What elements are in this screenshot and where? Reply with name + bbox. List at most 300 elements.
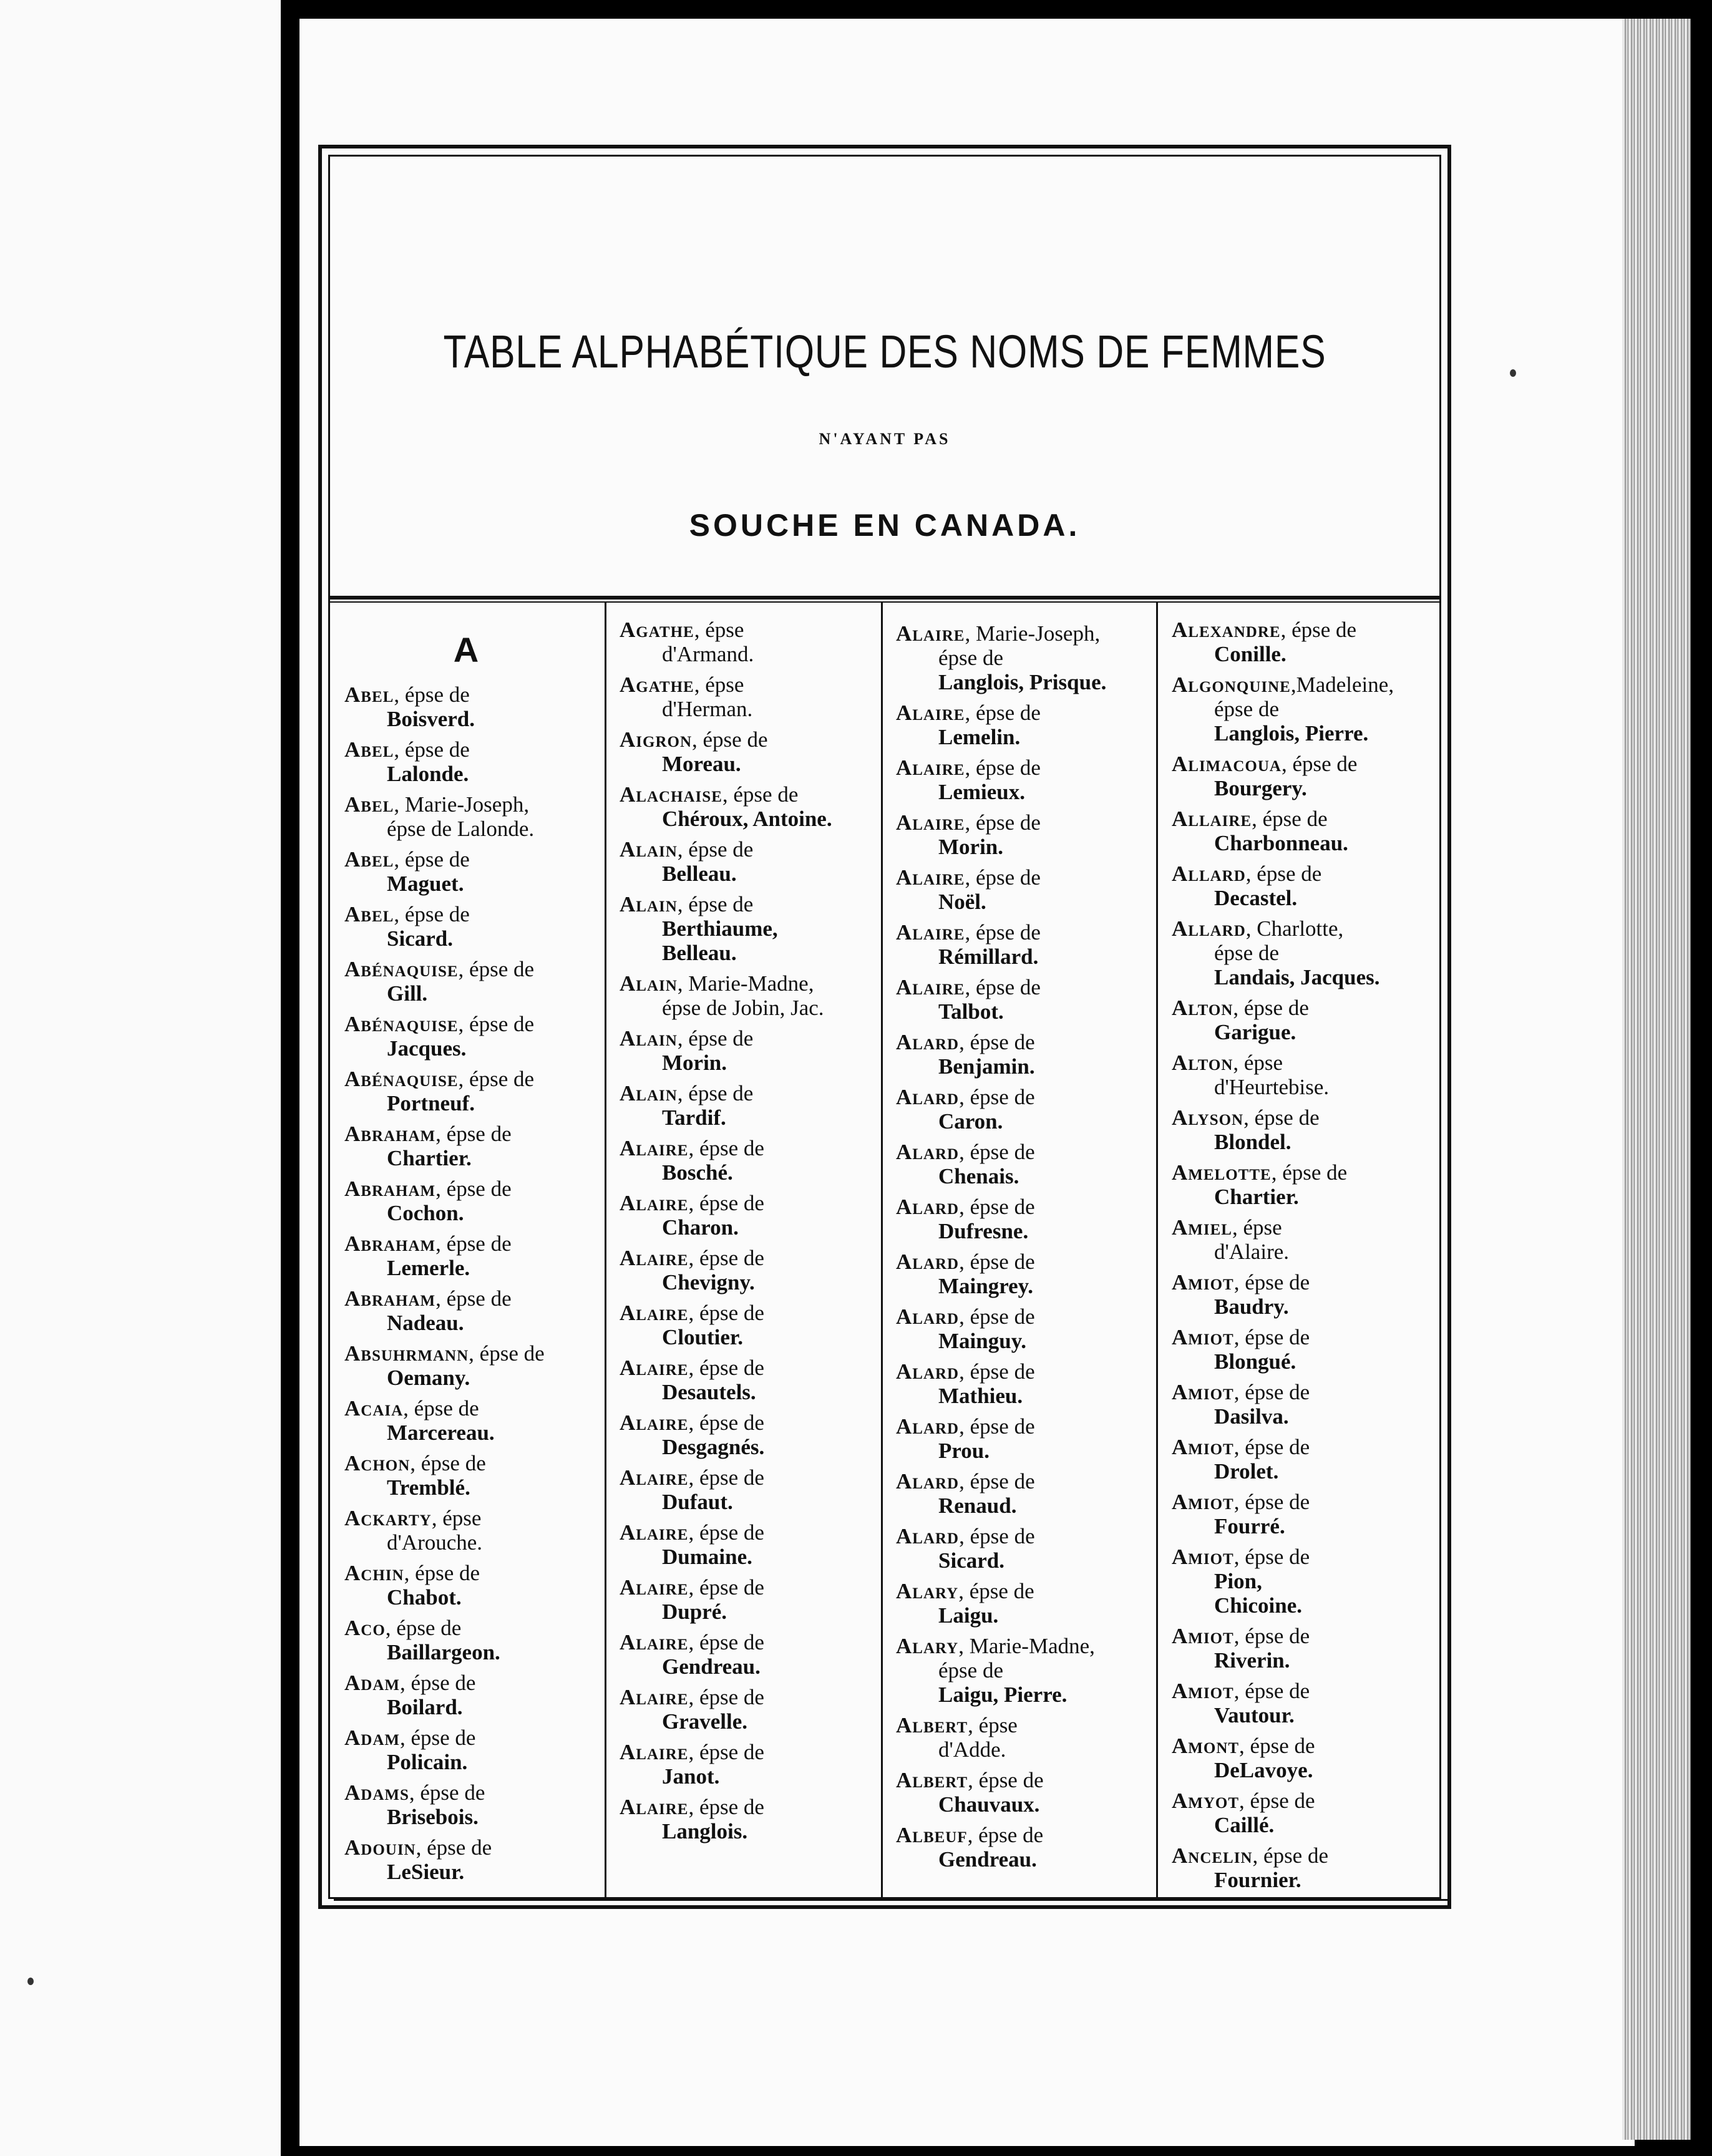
index-entry xyxy=(344,1616,606,1664)
entry-surname: Alard xyxy=(896,1304,960,1329)
entry-surname: Amiot xyxy=(1172,1435,1234,1459)
entry-first-line xyxy=(1172,1270,1434,1294)
entry-spouse-line: Boisverd. xyxy=(387,707,475,731)
entry-spouse-line: d'Alaire. xyxy=(1214,1240,1290,1264)
entry-spouse-line: Decastel. xyxy=(1214,886,1298,910)
entry-surname: Albert xyxy=(896,1713,968,1737)
entry-spouse-line: d'Adde. xyxy=(938,1737,1006,1762)
entry-detail: , épse de xyxy=(1233,1325,1310,1349)
entry-detail: , épse de xyxy=(965,975,1041,999)
index-entry xyxy=(896,1140,1158,1188)
entry-first-line xyxy=(344,1835,606,1860)
index-entry xyxy=(620,892,882,965)
entry-first-line xyxy=(896,1713,1158,1737)
entry-first-line xyxy=(1172,1679,1434,1703)
entry-surname: Alard xyxy=(896,1195,960,1219)
entry-detail: , épse de xyxy=(965,865,1041,890)
entry-spouse-line: Cloutier. xyxy=(662,1325,743,1349)
left-page-margin xyxy=(0,0,281,2156)
entry-detail: , épse de xyxy=(394,737,470,762)
page-header xyxy=(330,157,1439,593)
entry-surname: Amyot xyxy=(1172,1789,1240,1813)
entry-surname: Alton xyxy=(1172,1051,1233,1075)
entry-first-line xyxy=(620,1575,882,1600)
entry-spouse-line: Chicoine. xyxy=(1214,1593,1302,1618)
index-entry xyxy=(620,1191,882,1240)
entry-first-line xyxy=(344,957,606,981)
index-entry xyxy=(1172,618,1434,666)
entry-first-line xyxy=(896,1195,1158,1219)
entry-spouse-line: Tremblé. xyxy=(387,1475,470,1500)
index-entry xyxy=(896,1250,1158,1298)
entry-surname: Alain xyxy=(620,1026,678,1051)
entry-surname: Alain xyxy=(620,892,678,916)
entry-spouse-line: d'Arouche. xyxy=(387,1530,483,1555)
entry-surname: Absuhrmann xyxy=(344,1341,469,1366)
index-entry xyxy=(1172,1789,1434,1837)
entry-first-line xyxy=(1172,1051,1434,1075)
entry-surname: Aigron xyxy=(620,727,693,752)
entry-surname: Alaire xyxy=(896,975,965,999)
entry-detail: , épse de xyxy=(399,1671,476,1695)
entry-first-line xyxy=(896,1524,1158,1548)
entry-detail: , épse de xyxy=(688,1301,764,1325)
entry-spouse-line: Maingrey. xyxy=(938,1274,1033,1298)
entry-first-line xyxy=(896,1823,1158,1847)
entry-detail: , Marie-Joseph, xyxy=(394,792,530,817)
entry-detail: , épse de xyxy=(385,1616,462,1640)
entry-spouse-line: Benjamin. xyxy=(938,1054,1035,1079)
entry-surname: Alain xyxy=(620,837,678,862)
entry-first-line xyxy=(896,810,1158,835)
entry-detail: , épse de xyxy=(965,701,1041,725)
entry-detail: , épse de xyxy=(688,1630,764,1654)
index-entry xyxy=(344,682,606,731)
index-entry xyxy=(620,1740,882,1789)
entry-surname: Alaire xyxy=(620,1520,689,1545)
index-entry xyxy=(896,755,1158,804)
entry-surname: Alaire xyxy=(620,1191,689,1215)
entry-first-line xyxy=(344,792,606,817)
index-entry xyxy=(1172,1679,1434,1727)
entry-first-line xyxy=(620,1246,882,1270)
entry-first-line xyxy=(1172,862,1434,886)
entry-surname: Alaire xyxy=(620,1411,689,1435)
entry-first-line xyxy=(896,1085,1158,1109)
entry-detail: , épse de xyxy=(1252,807,1328,831)
entry-detail: , épse de xyxy=(688,1411,764,1435)
entry-spouse-line: Blongué. xyxy=(1214,1349,1296,1374)
entry-spouse-line: Laigu, Pierre. xyxy=(938,1683,1068,1707)
entry-surname: Alard xyxy=(896,1030,960,1054)
entry-surname: Allaire xyxy=(1172,807,1252,831)
entry-spouse-line: Gill. xyxy=(387,981,428,1006)
entry-spouse-line: Chabot. xyxy=(387,1585,462,1610)
entry-detail: , épse de xyxy=(394,847,470,872)
index-entry xyxy=(344,1671,606,1719)
entry-detail: , épse de xyxy=(959,1469,1035,1493)
index-entry xyxy=(344,1396,606,1445)
entry-first-line xyxy=(1172,1325,1434,1349)
entry-spouse-line: Charbonneau. xyxy=(1214,831,1348,855)
entry-detail: , épse de xyxy=(959,1250,1035,1274)
entry-surname: Alaire xyxy=(620,1575,689,1600)
entry-surname: Abraham xyxy=(344,1122,436,1146)
entry-first-line xyxy=(896,1579,1158,1603)
entry-surname: Albeuf xyxy=(896,1823,968,1847)
entry-detail: , épse de xyxy=(959,1304,1035,1329)
entry-detail: , épse de xyxy=(959,1030,1035,1054)
entry-detail: , épse xyxy=(694,618,744,642)
entry-first-line xyxy=(896,920,1158,944)
index-entry xyxy=(344,1835,606,1884)
entry-first-line xyxy=(620,673,882,697)
entry-surname: Alard xyxy=(896,1524,960,1548)
entry-first-line xyxy=(620,1520,882,1545)
entry-surname: Alaire xyxy=(896,701,965,725)
entry-first-line xyxy=(896,1768,1158,1792)
entry-detail: , épse de xyxy=(1239,1734,1315,1758)
index-entry xyxy=(344,902,606,951)
entry-spouse-line: Chéroux, Antoine. xyxy=(662,807,832,831)
entry-first-line xyxy=(620,782,882,807)
entry-first-line xyxy=(344,1616,606,1640)
entry-detail: , épse de xyxy=(688,1465,764,1490)
entry-first-line xyxy=(1172,807,1434,831)
entry-detail: , épse de xyxy=(458,1067,535,1091)
entry-spouse-line: Baillargeon. xyxy=(387,1640,500,1664)
entry-surname: Amiot xyxy=(1172,1325,1234,1349)
entry-surname: Alaire xyxy=(620,1685,689,1709)
entry-spouse-line: Sicard. xyxy=(938,1548,1004,1573)
entry-detail: , épse de xyxy=(688,1136,764,1160)
index-entry xyxy=(344,1177,606,1225)
entry-detail: , Marie-Joseph, xyxy=(965,621,1101,646)
entry-spouse-line: Prou. xyxy=(938,1439,990,1463)
entry-surname: Alton xyxy=(1172,996,1233,1020)
entry-first-line xyxy=(620,1685,882,1709)
index-entry xyxy=(620,1575,882,1624)
entry-spouse-line: épse de xyxy=(938,646,1003,670)
index-entry xyxy=(1172,807,1434,855)
entry-spouse-line: Dasilva. xyxy=(1214,1404,1289,1429)
index-column-2 xyxy=(620,618,882,1850)
entry-detail: , Charlotte, xyxy=(1245,916,1344,941)
entry-spouse-line: Pion, xyxy=(1214,1569,1262,1593)
subtitle-small: N'AYANT PAS xyxy=(819,430,951,448)
index-entry xyxy=(620,1685,882,1734)
entry-spouse-line: Talbot. xyxy=(938,999,1004,1024)
entry-surname: Abel xyxy=(344,902,394,926)
entry-spouse-line: Dufaut. xyxy=(662,1490,733,1514)
index-entry xyxy=(620,618,882,666)
entry-first-line xyxy=(344,902,606,926)
entry-surname: Ackarty xyxy=(344,1506,432,1530)
index-entry xyxy=(344,1780,606,1829)
entry-first-line xyxy=(896,1469,1158,1493)
index-entry xyxy=(896,1030,1158,1079)
entry-spouse-line: Desgagnés. xyxy=(662,1435,765,1459)
entry-detail: , épse de xyxy=(677,837,754,862)
entry-surname: Alary xyxy=(896,1634,959,1658)
entry-surname: Achin xyxy=(344,1561,404,1585)
index-entry xyxy=(344,1726,606,1774)
index-entry xyxy=(620,1026,882,1075)
entry-spouse-line: Landais, Jacques. xyxy=(1214,965,1380,989)
entry-first-line xyxy=(344,1177,606,1201)
entry-first-line xyxy=(1172,1215,1434,1240)
entry-spouse-line: Dumaine. xyxy=(662,1545,752,1569)
entry-spouse-line: d'Heurtebise. xyxy=(1214,1075,1330,1099)
entry-spouse-line: Renaud. xyxy=(938,1493,1017,1518)
entry-detail: , épse de xyxy=(1233,1545,1310,1569)
index-entry xyxy=(896,810,1158,859)
entry-detail: , épse de xyxy=(968,1768,1044,1792)
index-entry xyxy=(896,1768,1158,1817)
entry-first-line xyxy=(344,1067,606,1091)
entry-detail: , épse de xyxy=(965,755,1041,780)
entry-detail: , épse de xyxy=(399,1726,476,1750)
index-entry xyxy=(896,621,1158,694)
entry-first-line xyxy=(620,1630,882,1654)
entry-first-line xyxy=(344,1122,606,1146)
entry-detail: , épse de xyxy=(1233,1270,1310,1294)
entry-surname: Alaire xyxy=(620,1246,689,1270)
entry-surname: Amelotte xyxy=(1172,1160,1272,1185)
entry-first-line xyxy=(620,1136,882,1160)
entry-surname: Alaire xyxy=(620,1740,689,1764)
entry-spouse-line: Cochon. xyxy=(387,1201,464,1225)
index-entry xyxy=(620,837,882,886)
entry-spouse-line: LeSieur. xyxy=(387,1860,465,1884)
entry-surname: Alaire xyxy=(896,621,965,646)
index-entry xyxy=(896,1579,1158,1628)
entry-spouse-line: Oemany. xyxy=(387,1366,470,1390)
entry-spouse-line: d'Armand. xyxy=(662,642,754,666)
entry-surname: Alard xyxy=(896,1359,960,1384)
entry-surname: Aco xyxy=(344,1616,386,1640)
entry-spouse-line: d'Herman. xyxy=(662,697,753,721)
entry-surname: Alary xyxy=(896,1579,959,1603)
entry-surname: Amiot xyxy=(1172,1380,1234,1404)
entry-surname: Allard xyxy=(1172,862,1246,886)
entry-surname: Abénaquise xyxy=(344,1067,459,1091)
index-entry xyxy=(344,1231,606,1280)
entry-spouse-line: épse de xyxy=(1214,941,1279,965)
entry-spouse-line: Rémillard. xyxy=(938,944,1039,969)
entry-surname: Amont xyxy=(1172,1734,1240,1758)
index-entry xyxy=(896,1469,1158,1518)
entry-surname: Alaire xyxy=(620,1630,689,1654)
page-edge-stack xyxy=(1622,19,1691,2140)
index-entry xyxy=(620,1301,882,1349)
entry-detail: , épse xyxy=(694,673,744,697)
index-entry xyxy=(896,1634,1158,1707)
header-divider-thin xyxy=(330,601,1439,603)
entry-spouse-line: Vautour. xyxy=(1214,1703,1295,1727)
index-entry xyxy=(620,727,882,776)
header-divider xyxy=(330,596,1439,600)
entry-surname: Acaia xyxy=(344,1396,404,1420)
entry-spouse-line: Baudry. xyxy=(1214,1294,1289,1319)
entry-spouse-line: Riverin. xyxy=(1214,1648,1290,1673)
index-entry xyxy=(896,1359,1158,1408)
entry-detail: , épse de xyxy=(410,1451,486,1475)
index-column-3 xyxy=(896,621,1158,1878)
index-entry xyxy=(620,1356,882,1404)
entry-first-line xyxy=(344,847,606,872)
index-entry xyxy=(896,1823,1158,1872)
entry-surname: Alard xyxy=(896,1250,960,1274)
index-entry xyxy=(344,1286,606,1335)
index-entry xyxy=(620,1136,882,1185)
entry-detail: , épse de xyxy=(1245,862,1322,886)
entry-first-line xyxy=(344,1451,606,1475)
entry-detail: , épse de xyxy=(959,1524,1035,1548)
entry-spouse-line: Fournier. xyxy=(1214,1868,1301,1892)
entry-surname: Adam xyxy=(344,1726,400,1750)
entry-surname: Algonquine xyxy=(1172,673,1291,697)
entry-spouse-line: Portneuf. xyxy=(387,1091,475,1115)
entry-first-line xyxy=(1172,673,1434,697)
entry-detail: , épse de xyxy=(1233,996,1309,1020)
entry-detail: , épse de xyxy=(1233,1624,1310,1648)
index-entry xyxy=(620,1795,882,1843)
entry-detail: , épse de xyxy=(1233,1679,1310,1703)
entry-detail: , épse de xyxy=(1271,1160,1348,1185)
entry-spouse-line: épse de xyxy=(1214,697,1279,721)
entry-spouse-line: Janot. xyxy=(662,1764,720,1789)
index-entry xyxy=(344,1012,606,1061)
entry-first-line xyxy=(344,1341,606,1366)
entry-spouse-line: Berthiaume, xyxy=(662,916,778,941)
entry-detail: , épse de xyxy=(458,957,535,981)
entry-surname: Alaire xyxy=(620,1301,689,1325)
entry-first-line xyxy=(620,1191,882,1215)
index-column-4 xyxy=(1172,618,1434,1898)
entry-surname: Alard xyxy=(896,1469,960,1493)
entry-first-line xyxy=(1172,618,1434,642)
index-entry xyxy=(896,1713,1158,1762)
index-entry xyxy=(1172,1734,1434,1782)
entry-spouse-line: Morin. xyxy=(662,1051,727,1075)
index-entry xyxy=(1172,1545,1434,1618)
index-entry xyxy=(344,1067,606,1115)
entry-first-line xyxy=(620,837,882,862)
index-entry xyxy=(344,737,606,786)
index-entry xyxy=(1172,1325,1434,1374)
entry-detail: , épse de xyxy=(967,1823,1044,1847)
entry-spouse-line: épse de xyxy=(938,1658,1003,1683)
entry-detail: , épse de xyxy=(692,727,768,752)
entry-spouse-line: Moreau. xyxy=(662,752,741,776)
index-entry xyxy=(896,1414,1158,1463)
entry-detail: , épse de xyxy=(965,810,1041,835)
entry-first-line xyxy=(896,1030,1158,1054)
entry-spouse-line: Langlois, Pierre. xyxy=(1214,721,1369,745)
entry-surname: Alard xyxy=(896,1140,960,1164)
entry-spouse-line: Langlois. xyxy=(662,1819,748,1843)
entry-first-line xyxy=(1172,752,1434,776)
entry-surname: Alard xyxy=(896,1085,960,1109)
entry-surname: Alain xyxy=(620,1081,678,1105)
entry-spouse-line: Noël. xyxy=(938,890,986,914)
index-entry xyxy=(1172,1105,1434,1154)
entry-surname: Alaire xyxy=(620,1465,689,1490)
entry-first-line xyxy=(620,1081,882,1105)
entry-surname: Abénaquise xyxy=(344,1012,459,1036)
subtitle-big: SOUCHE EN CANADA. xyxy=(689,508,1081,543)
entry-first-line xyxy=(896,755,1158,780)
scan-speck xyxy=(1510,369,1516,377)
entry-spouse-line: Lalonde. xyxy=(387,762,469,786)
entry-detail: , épse de xyxy=(688,1246,764,1270)
entry-surname: Abel xyxy=(344,737,394,762)
index-entry xyxy=(620,673,882,721)
entry-detail: , épse de xyxy=(688,1575,764,1600)
entry-first-line xyxy=(1172,916,1434,941)
entry-surname: Agathe xyxy=(620,618,694,642)
entry-spouse-line: Gravelle. xyxy=(662,1709,748,1734)
entry-spouse-line: Mathieu. xyxy=(938,1384,1023,1408)
entry-spouse-line: Laigu. xyxy=(938,1603,999,1628)
entry-first-line xyxy=(896,865,1158,890)
entry-detail: , épse de xyxy=(435,1231,512,1256)
entry-spouse-line: Tardif. xyxy=(662,1105,726,1130)
entry-detail: , épse de xyxy=(959,1195,1035,1219)
entry-detail: , épse de xyxy=(403,1396,479,1420)
entry-first-line xyxy=(620,1411,882,1435)
entry-detail: , épse de xyxy=(1280,618,1357,642)
index-entry xyxy=(1172,862,1434,910)
entry-spouse-line: Nadeau. xyxy=(387,1311,464,1335)
index-entry xyxy=(344,1341,606,1390)
entry-detail: , épse de xyxy=(688,1685,764,1709)
entry-first-line xyxy=(344,1396,606,1420)
index-entry xyxy=(1172,1843,1434,1892)
entry-spouse-line: Maguet. xyxy=(387,872,464,896)
entry-surname: Alaire xyxy=(896,865,965,890)
entry-spouse-line: Conille. xyxy=(1214,642,1286,666)
entry-detail: , épse de xyxy=(677,1026,754,1051)
entry-detail: , épse de xyxy=(677,892,754,916)
entry-detail: , épse de xyxy=(1233,1380,1310,1404)
entry-detail: , épse de xyxy=(435,1286,512,1311)
index-entry xyxy=(896,701,1158,749)
entry-first-line xyxy=(1172,1789,1434,1813)
index-column-1 xyxy=(344,618,606,1890)
entry-detail: , épse de xyxy=(722,782,799,807)
entry-first-line xyxy=(620,971,882,996)
index-entry xyxy=(620,971,882,1020)
entry-surname: Abel xyxy=(344,847,394,872)
index-entry xyxy=(1172,1435,1434,1483)
entry-first-line xyxy=(344,1231,606,1256)
book-spine xyxy=(281,0,299,2156)
entry-surname: Alard xyxy=(896,1414,960,1439)
entry-spouse-line: Belleau. xyxy=(662,941,737,965)
entry-first-line xyxy=(620,1026,882,1051)
entry-spouse-line: Gendreau. xyxy=(662,1654,761,1679)
entry-surname: Abraham xyxy=(344,1231,436,1256)
entry-spouse-line: épse de Jobin, Jac. xyxy=(662,996,824,1020)
entry-detail: , épse xyxy=(431,1506,482,1530)
entry-first-line xyxy=(344,1561,606,1585)
entry-first-line xyxy=(1172,1624,1434,1648)
entry-surname: Allard xyxy=(1172,916,1246,941)
entry-spouse-line: Drolet. xyxy=(1214,1459,1279,1483)
entry-first-line xyxy=(1172,1843,1434,1868)
